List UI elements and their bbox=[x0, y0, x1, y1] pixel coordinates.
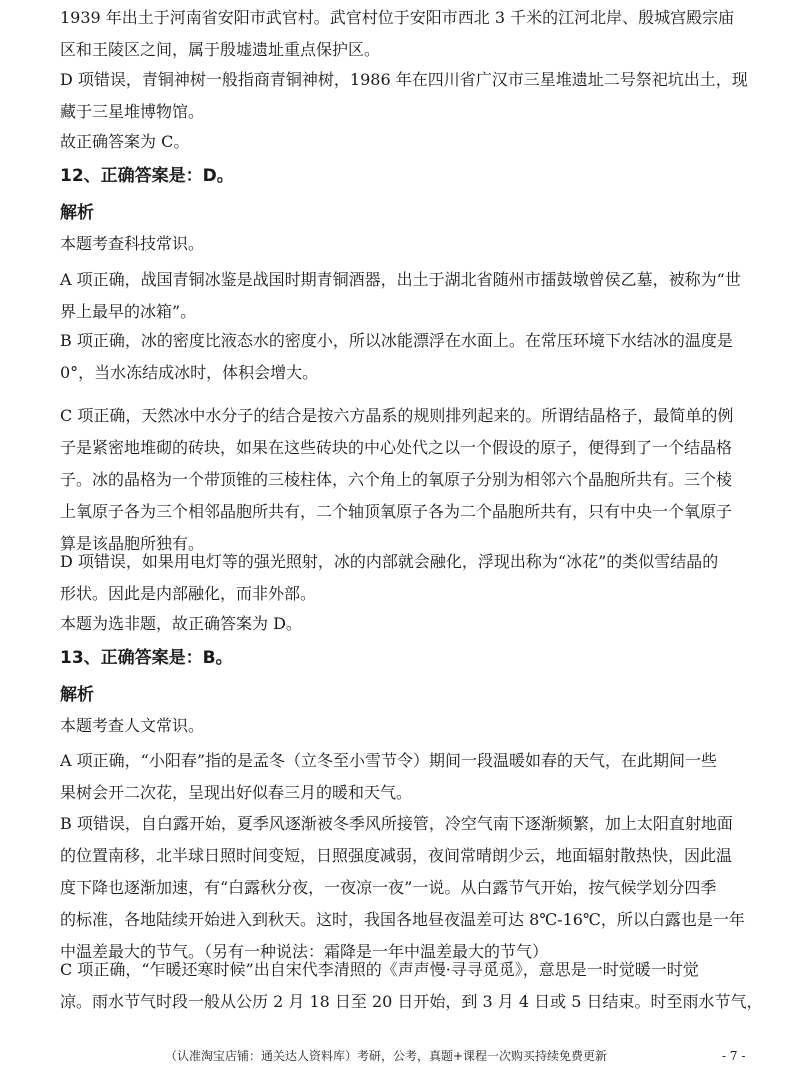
answer-paragraph bbox=[60, 2, 746, 66]
analysis-heading: 解析 bbox=[60, 203, 94, 223]
option-paragraph bbox=[60, 325, 746, 389]
option-paragraph bbox=[60, 400, 746, 560]
text-line: 的位置南移，北半球日照时间变短，日照强度减弱，夜间常晴朗少云，地面辐射散热快，因此温 bbox=[60, 846, 733, 865]
text-line: 算是该晶胞所独有。 bbox=[60, 534, 205, 553]
text-line: D 项错误，如果用电灯等的强光照射，冰的内部就会融化，浮现出称为“冰花”的类似雪结晶的 bbox=[60, 552, 719, 571]
page-footer bbox=[0, 1044, 800, 1068]
option-paragraph bbox=[60, 546, 746, 610]
page-number: - 7 - bbox=[722, 1049, 746, 1063]
text-line: B 项错误，自白露开始，夏季风逐渐被冬季风所接管，冷空气南下逐渐频繁，加上太阳直射地面 bbox=[60, 814, 733, 833]
text-line: D 项错误，青铜神树一般指商青铜神树，1986 年在四川省广汉市三星堆遗址二号祭祀坑出土，现 bbox=[60, 70, 748, 89]
text-line: 界上最早的冰箱”。 bbox=[60, 302, 197, 321]
analysis-heading: 解析 bbox=[60, 685, 94, 705]
option-paragraph bbox=[60, 954, 763, 1018]
text-line: 凉。雨水节气时段一般从公历 2 月 18 日至 20 日开始，到 3 月 4 日或 5 日结束。时至雨水节气， bbox=[60, 992, 763, 1011]
text-line: 形状。因此是内部融化，而非外部。 bbox=[60, 584, 317, 603]
footer-advert: （认准淘宝店铺：通关达人资料库）考研，公考，真题+课程一次购买持续免费更新 bbox=[165, 1049, 608, 1063]
option-paragraph bbox=[60, 745, 746, 809]
topic-line bbox=[60, 710, 746, 742]
question-answer-heading: 12、正确答案是：D。 bbox=[60, 166, 234, 186]
text-line: 的标准，各地陆续开始进入到秋天。这时，我国各地昼夜温差可达 8℃-16℃，所以白露也是一年 bbox=[60, 910, 745, 929]
topic-line bbox=[60, 228, 746, 260]
text-line: 中温差最大的节气。（另有一种说法：霜降是一年中温差最大的节气） bbox=[60, 942, 549, 961]
text-line: 故正确答案为 C。 bbox=[60, 132, 190, 151]
answer-paragraph bbox=[60, 64, 746, 128]
text-line: 度下降也逐渐加速，有“白露秋分夜，一夜凉一夜”一说。从白露节气开始，按气候学划分四季 bbox=[60, 878, 717, 897]
question-answer-heading: 13、正确答案是：B。 bbox=[60, 648, 233, 668]
text-line: 藏于三星堆博物馆。 bbox=[60, 102, 205, 121]
conclusion-paragraph bbox=[60, 126, 746, 158]
text-line: 子是紧密地堆砌的砖块，如果在这些砖块的中心处代之以一个假设的原子，便得到了一个结晶格 bbox=[60, 438, 733, 457]
text-line: B 项正确，冰的密度比液态水的密度小，所以冰能漂浮在水面上。在常压环境下水结冰的温度是 bbox=[60, 331, 733, 350]
text-line: 区和王陵区之间，属于殷墟遗址重点保护区。 bbox=[60, 40, 381, 59]
option-paragraph bbox=[60, 264, 746, 328]
conclusion-paragraph bbox=[60, 608, 746, 640]
text-line: C 项正确，天然冰中水分子的结合是按六方晶系的规则排列起来的。所谓结晶格子，最简单的例 bbox=[60, 406, 734, 425]
text-line: A 项正确，“小阳春”指的是孟冬（立冬至小雪节令）期间一段温暖如春的天气，在此期间一些 bbox=[60, 751, 718, 770]
text-line: 1939 年出土于河南省安阳市武官村。武官村位于安阳市西北 3 千米的江河北岸、殷城宫殿宗庙 bbox=[60, 8, 735, 27]
text-line: 上氧原子各为三个相邻晶胞所共有，二个轴顶氧原子各为二个晶胞所共有，只有中央一个氧原子 bbox=[60, 502, 733, 521]
text-line: 本题考查人文常识。 bbox=[60, 716, 205, 735]
text-line: 子。冰的晶格为一个带顶锥的三棱柱体，六个角上的氧原子分别为相邻六个晶胞所共有。三个棱 bbox=[60, 470, 733, 489]
text-line: 本题考查科技常识。 bbox=[60, 234, 205, 253]
option-paragraph bbox=[60, 808, 746, 968]
text-line: C 项正确，“乍暖还寒时候”出自宋代李清照的《声声慢·寻寻觅觅》，意思是一时觉暖一时觉 bbox=[60, 960, 699, 979]
text-line: 0°，当水冻结成冰时，体积会增大。 bbox=[60, 363, 319, 382]
text-line: 果树会开二次花，呈现出好似春三月的暖和天气。 bbox=[60, 783, 413, 802]
text-line: A 项正确，战国青铜冰鉴是战国时期青铜酒器，出土于湖北省随州市擂鼓墩曾侯乙墓，被称为“世 bbox=[60, 270, 741, 289]
text-line: 本题为选非题，故正确答案为 D。 bbox=[60, 614, 302, 633]
